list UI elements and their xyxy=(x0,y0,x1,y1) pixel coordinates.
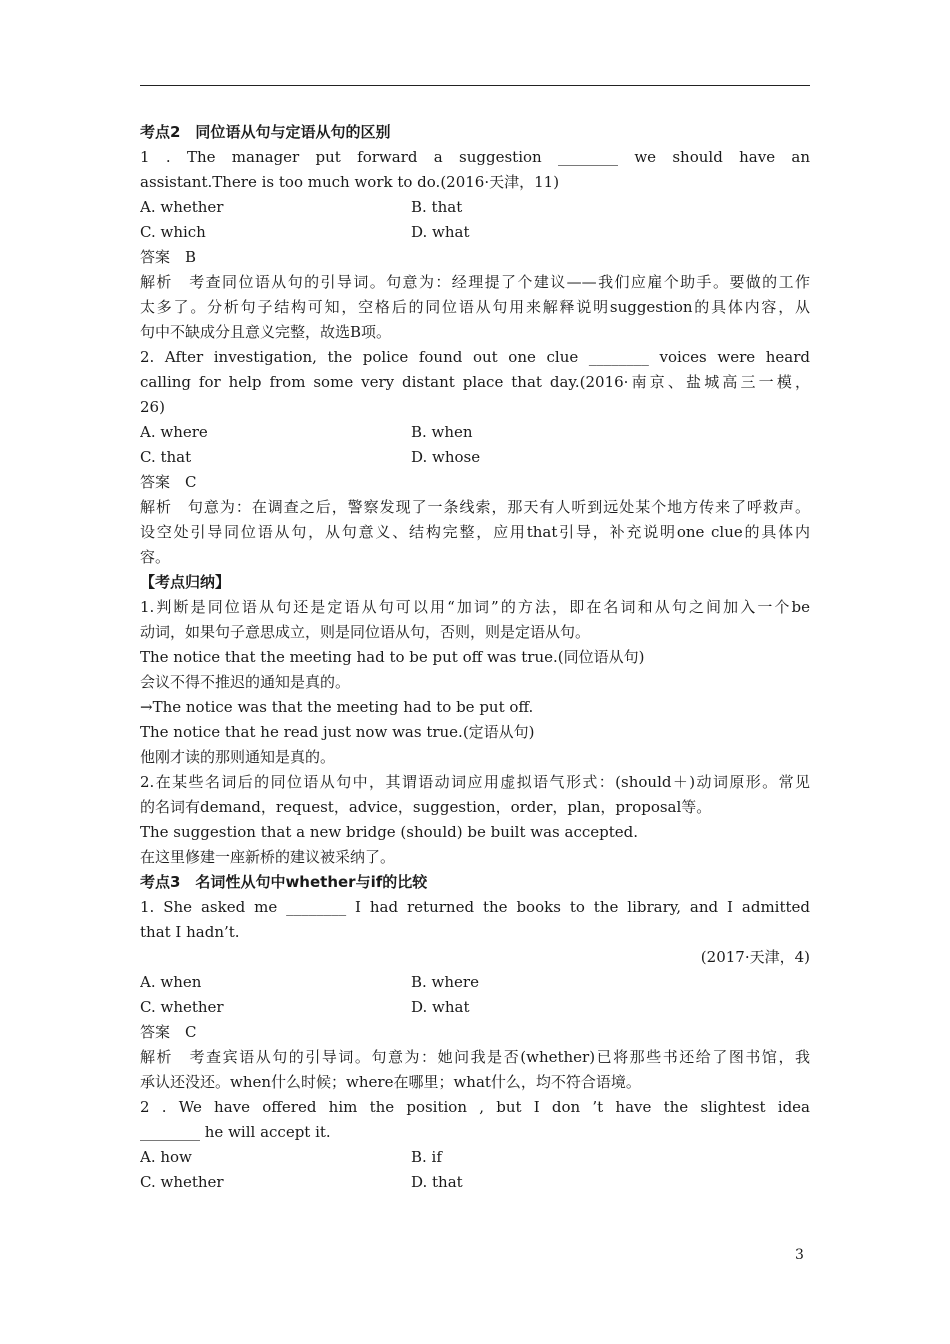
option-b: B. if xyxy=(411,1148,442,1166)
example-translation: 在这里修建一座新桥的建议被采纳了。 xyxy=(140,848,396,866)
example-translation: 会议不得不推迟的通知是真的。 xyxy=(140,673,351,691)
question-text: that I hadn’t. xyxy=(140,923,240,941)
options-row xyxy=(140,995,810,1020)
option-a: A. how xyxy=(140,1148,192,1166)
summary-text: 的名词有demand，request，advice，suggestion，order，plan，proposal等。 xyxy=(140,798,712,816)
option-a: A. where xyxy=(140,423,208,441)
page-content xyxy=(140,120,810,1195)
options-row xyxy=(140,195,810,220)
section-title: 考点2 同位语从句与定语从句的区别 xyxy=(140,123,391,141)
question-source: (2017·天津，4) xyxy=(700,948,810,966)
option-c: C. which xyxy=(140,223,206,241)
question-text: 26) xyxy=(140,398,165,416)
explanation: 容。 xyxy=(140,548,171,566)
explanation: 句中不缺成分且意义完整，故选B项。 xyxy=(140,323,392,341)
question-text: 1. She asked me ________ I had returned the books to the library, and I admitted xyxy=(140,898,810,916)
options-row xyxy=(140,420,810,445)
option-b: B. when xyxy=(411,423,473,441)
options-row xyxy=(140,1145,810,1170)
example-sentence: The notice that the meeting had to be put off was true.(同位语从句) xyxy=(140,648,645,666)
question-text: ________ he will accept it. xyxy=(140,1123,331,1141)
summary-title: 【考点归纳】 xyxy=(140,573,231,591)
example-sentence: The notice that he read just now was true.(定语从句) xyxy=(140,723,535,741)
question-text: 1 . The manager put forward a suggestion ________ we should have an xyxy=(140,148,810,166)
page-number: 3 xyxy=(795,1247,804,1263)
option-b: B. where xyxy=(411,973,479,991)
answer: 答案 C xyxy=(140,1023,197,1041)
option-d: D. what xyxy=(411,998,470,1016)
answer: 答案 B xyxy=(140,248,197,266)
question-text: 2. After investigation, the police found out one clue ________ voices were heard xyxy=(140,348,810,366)
options-row xyxy=(140,970,810,995)
example-sentence: The suggestion that a new bridge (should) be built was accepted. xyxy=(140,823,639,841)
option-d: D. whose xyxy=(411,448,481,466)
summary-text: 2.在某些名词后的同位语从句中，其谓语动词应用虚拟语气形式：(should＋)动词原形。常见 xyxy=(140,773,810,791)
example-translation: 他刚才读的那则通知是真的。 xyxy=(140,748,336,766)
option-a: A. whether xyxy=(140,198,224,216)
options-row xyxy=(140,220,810,245)
explanation: 解析 考查同位语从句的引导词。句意为：经理提了个建议——我们应雇个助手。要做的工作 xyxy=(140,273,810,291)
question-text: 2 . We have offered him the position , but I don ’t have the slightest idea xyxy=(140,1098,810,1116)
question-text: assistant.There is too much work to do.(2016·天津，11) xyxy=(140,173,560,191)
section-title: 考点3 名词性从句中whether与if的比较 xyxy=(140,873,428,891)
header-rule xyxy=(140,85,810,86)
options-row xyxy=(140,445,810,470)
explanation: 解析 考查宾语从句的引导词。句意为：她问我是否(whether)已将那些书还给了图书馆，我 xyxy=(140,1048,810,1066)
explanation: 解析 句意为：在调查之后，警察发现了一条线索，那天有人听到远处某个地方传来了呼救声。 xyxy=(140,498,810,516)
example-sentence: →The notice was that the meeting had to be put off. xyxy=(140,698,534,716)
explanation: 承认还没还。when什么时候；where在哪里；what什么，均不符合语境。 xyxy=(140,1073,641,1091)
explanation: 太多了。分析句子结构可知，空格后的同位语从句用来解释说明suggestion的具体内容，从 xyxy=(140,298,810,316)
option-b: B. that xyxy=(411,198,463,216)
option-c: C. that xyxy=(140,448,192,466)
option-d: D. what xyxy=(411,223,470,241)
option-a: A. when xyxy=(140,973,202,991)
options-row xyxy=(140,1170,810,1195)
option-c: C. whether xyxy=(140,1173,224,1191)
answer: 答案 C xyxy=(140,473,197,491)
explanation: 设空处引导同位语从句，从句意义、结构完整，应用that引导，补充说明one clue的具体内 xyxy=(140,523,810,541)
option-c: C. whether xyxy=(140,998,224,1016)
question-text: calling for help from some very distant place that day.(2016·南京、盐城高三一模， xyxy=(140,373,810,391)
summary-text: 动词，如果句子意思成立，则是同位语从句，否则，则是定语从句。 xyxy=(140,623,591,641)
summary-text: 1.判断是同位语从句还是定语从句可以用“加词”的方法，即在名词和从句之间加入一个be xyxy=(140,598,810,616)
option-d: D. that xyxy=(411,1173,463,1191)
